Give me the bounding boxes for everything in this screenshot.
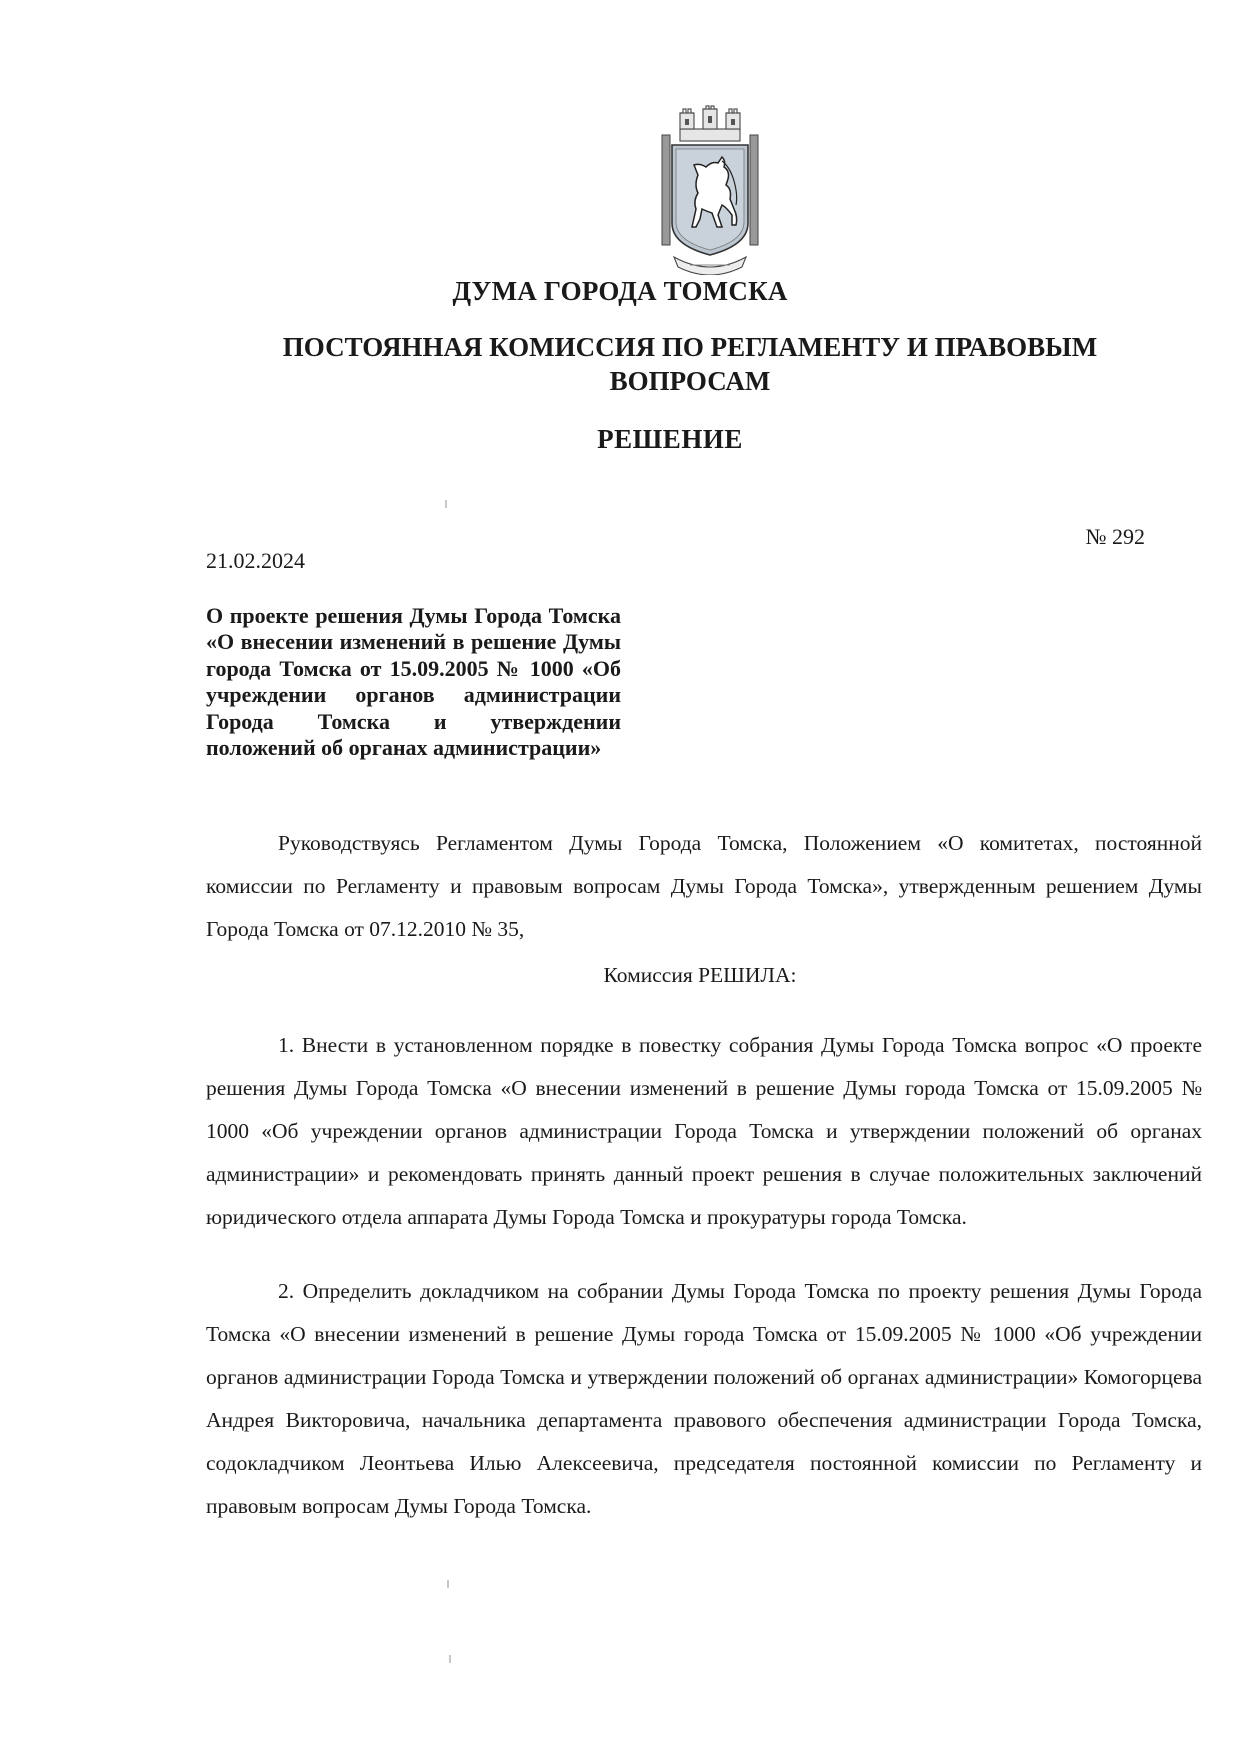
tomsk-coat-of-arms-icon bbox=[660, 105, 760, 275]
decision-item-2: 2. Определить докладчиком на собрании Думы Города Томска по проекту решения Думы Города Томска «О внесении изменений в решение Думы города Томска от 15.09.2005 № 1000 «Об учреждении органов администрации Города Томска и утверждении положений об органах администрации» Комогорцева Андрея Викторовича, начальника департамента правового обеспечения администрации Города Томска, содокладчиком Леонтьева Илью Алексеевича, председателя постоянной комиссии по Регламенту и правовым вопросам Думы Города Томска. bbox=[206, 1279, 1202, 1518]
scan-artifact bbox=[445, 500, 447, 508]
decision-item-1: 1. Внести в установленном порядке в повестку собрания Думы Города Томска вопрос «О проекте решения Думы Города Томска «О внесении изменений в решение Думы города Томска от 15.09.2005 № 1000 «Об учреждении органов администрации Города Томска и утверждении положений об органах администрации» и рекомендовать принять данный проект решения в случае положительных заключений юридического отдела аппарата Думы Города Томска и прокуратуры города Томска. bbox=[206, 1033, 1202, 1229]
document-type: РЕШЕНИЕ bbox=[597, 424, 743, 454]
scan-artifact bbox=[449, 1655, 451, 1663]
organization-title: ДУМА ГОРОДА ТОМСКА bbox=[452, 276, 788, 306]
document-subject: О проекте решения Думы Города Томска «О внесении изменений в решение Думы города Томска от 15.09.2005 № 1000 «Об учреждении органов администрации Города Томска и утверждении положений об органах администрации» bbox=[206, 603, 621, 761]
commission-title: ПОСТОЯННАЯ КОМИССИЯ ПО РЕГЛАМЕНТУ И ПРАВОВЫМ ВОПРОСАМ bbox=[282, 332, 1098, 396]
document-number: № 292 bbox=[1085, 524, 1145, 549]
decision-heading: Комиссия РЕШИЛА: bbox=[603, 963, 797, 987]
document-date: 21.02.2024 bbox=[206, 548, 305, 573]
scan-artifact bbox=[447, 1580, 449, 1588]
preamble-paragraph: Руководствуясь Регламентом Думы Города Томска, Положением «О комитетах, постоянной комиссии по Регламенту и правовым вопросам Думы Города Томска», утвержденным решением Думы Города Томска от 07.12.2010 № 35, bbox=[206, 831, 1202, 941]
